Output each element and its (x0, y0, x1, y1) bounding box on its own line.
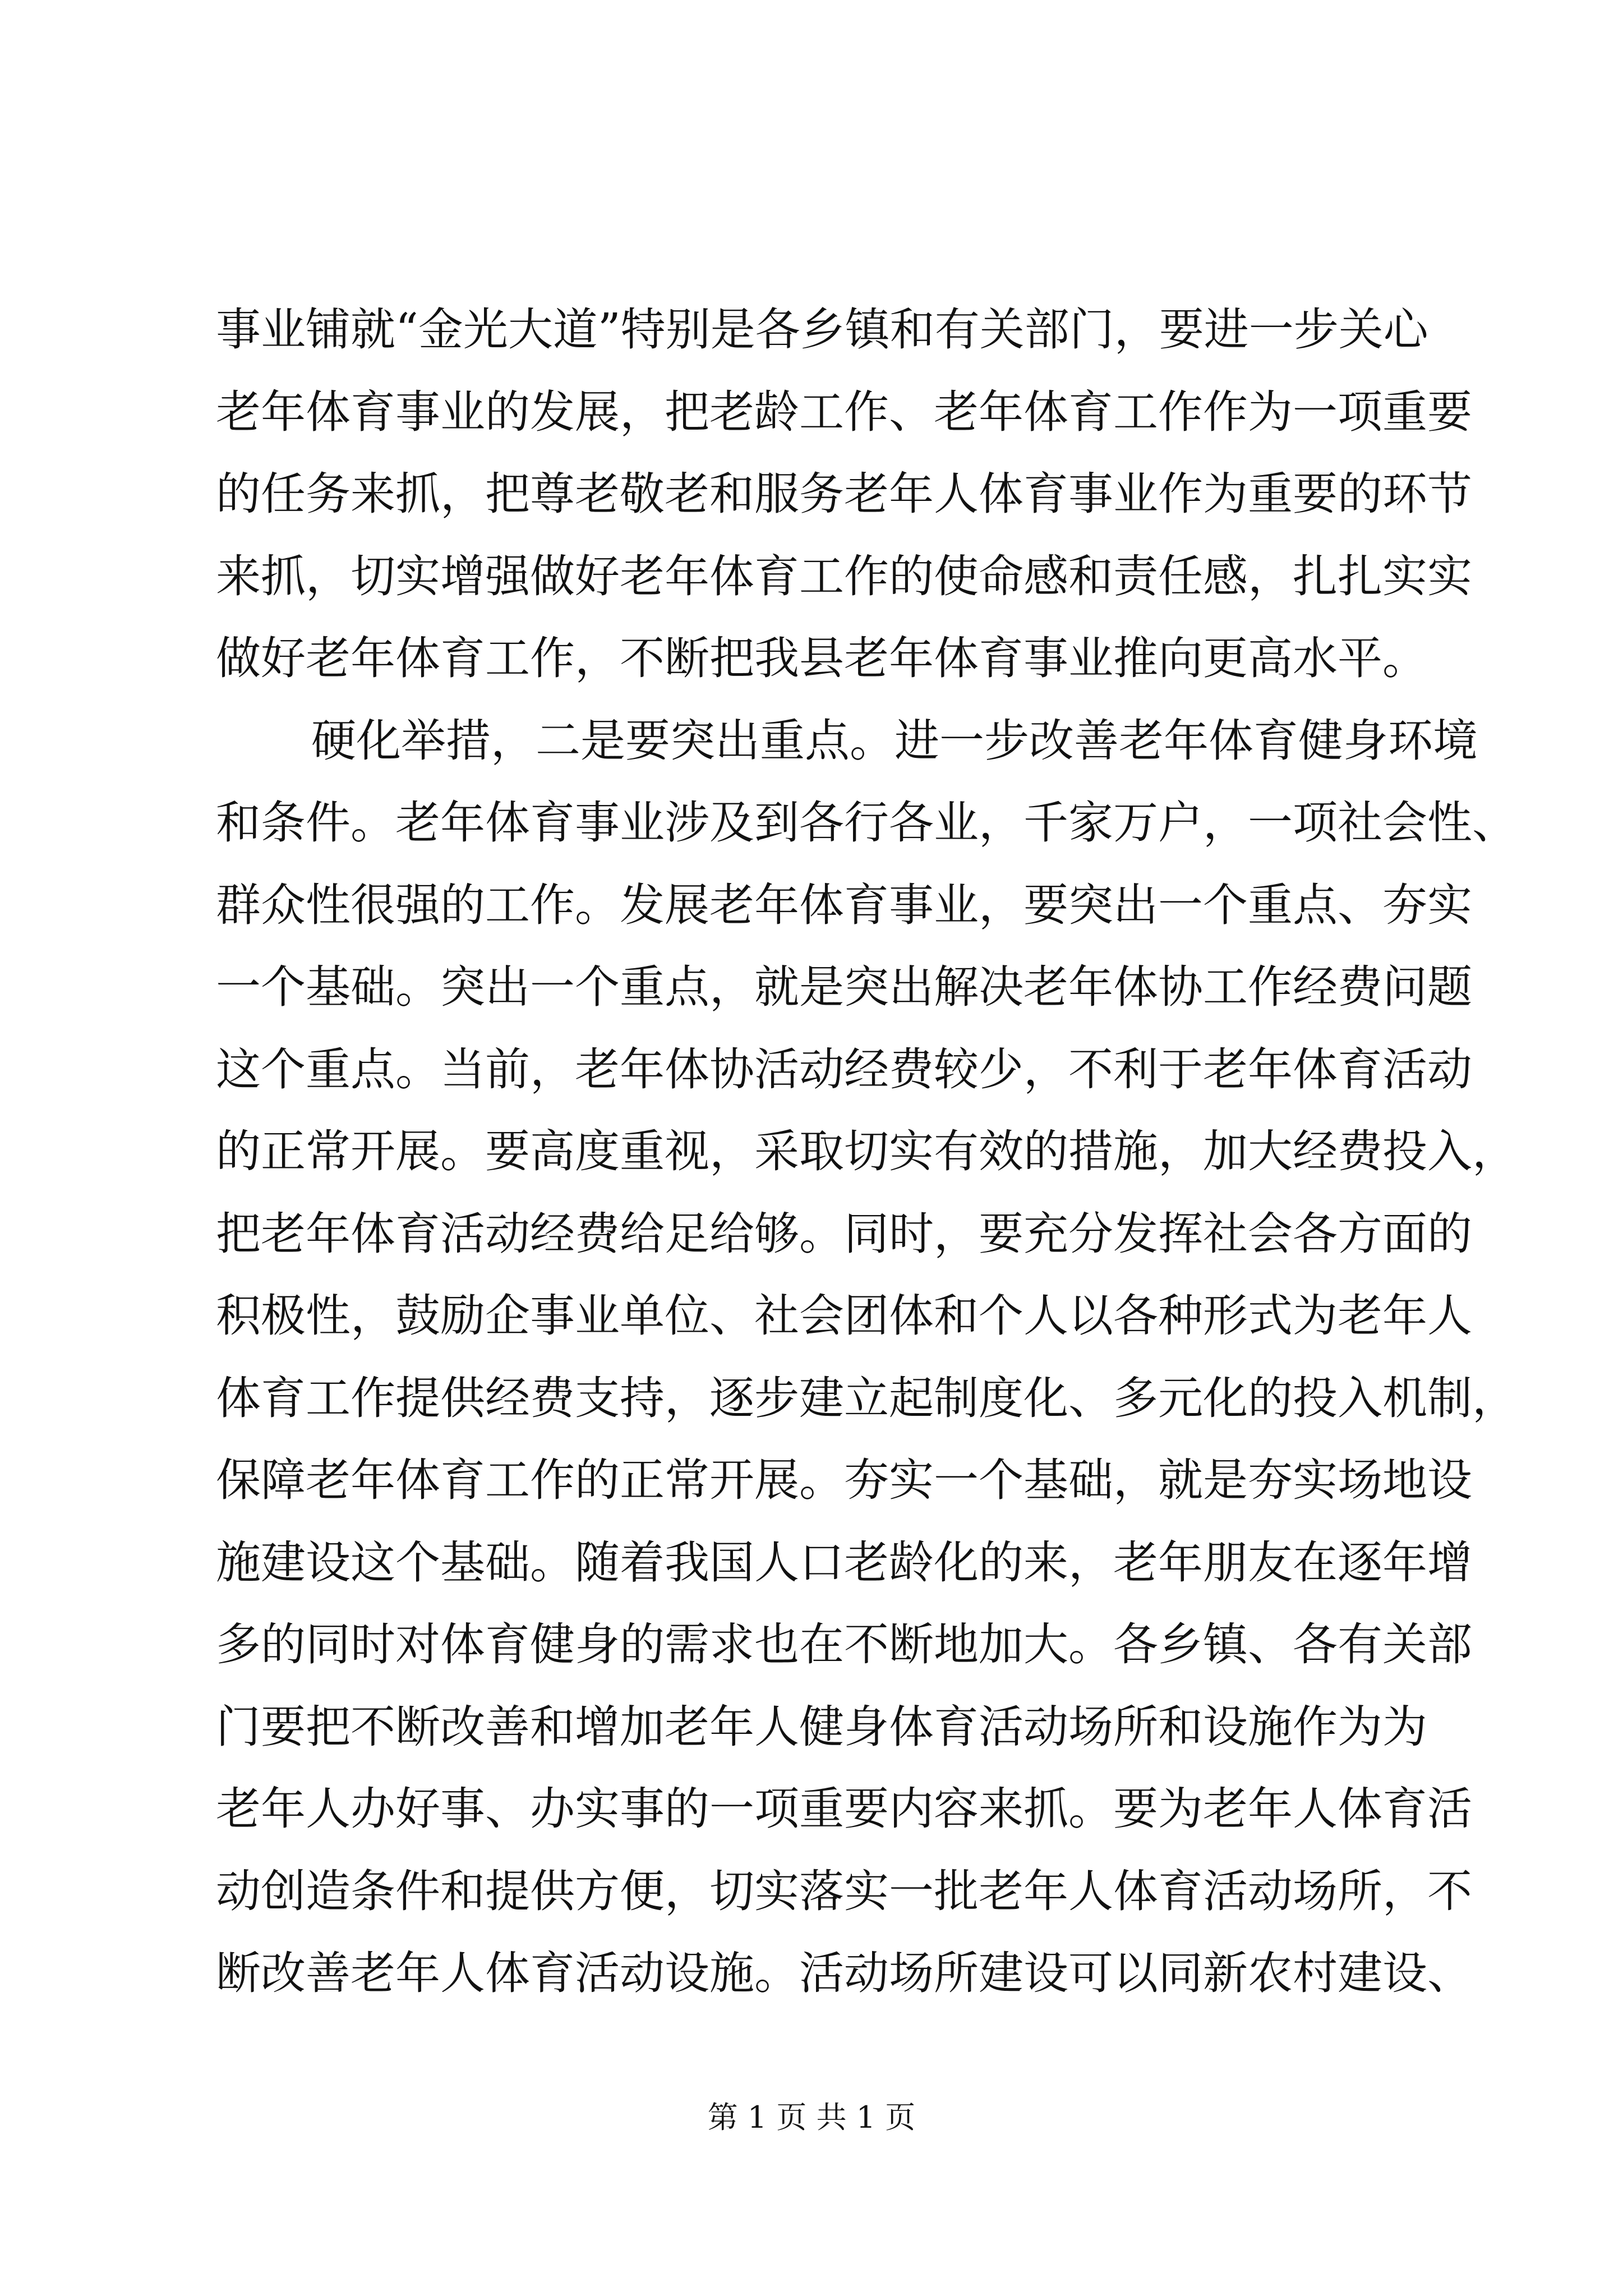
text-line: 的任务来抓，把尊老敬老和服务老年人体育事业作为重要的环节 (216, 468, 1472, 520)
text-line: 群众性很强的工作。发展老年体育事业，要突出一个重点、夯实 (216, 878, 1472, 931)
document-body (216, 289, 1517, 2015)
paragraph-1 (216, 289, 1472, 700)
text-line: 把老年体育活动经费给足给够。同时，要充分发挥社会各方面的 (216, 1207, 1472, 1260)
text-line: 积极性，鼓励企事业单位、社会团体和个人以各种形式为老年人 (216, 1290, 1472, 1342)
text-line: 和条件。老年体育事业涉及到各行各业，千家万户，一项社会性、 (216, 797, 1517, 849)
text-line: 这个重点。当前，老年体协活动经费较少，不利于老年体育活动 (216, 1043, 1472, 1096)
text-line: 老年体育事业的发展，把老龄工作、老年体育工作作为一项重要 (216, 385, 1472, 438)
text-line: 断改善老年人体育活动设施。活动场所建设可以同新农村建设、 (216, 1947, 1472, 1999)
text-line: 保障老年体育工作的正常开展。夯实一个基础，就是夯实场地设 (216, 1454, 1472, 1506)
text-line: 体育工作提供经费支持，逐步建立起制度化、多元化的投入机制， (216, 1372, 1517, 1424)
text-line: 一个基础。突出一个重点，就是突出解决老年体协工作经费问题 (216, 961, 1472, 1013)
text-line: 的正常开展。要高度重视，采取切实有效的措施，加大经费投入， (216, 1125, 1517, 1177)
page-footer (0, 2098, 1623, 2137)
text-line: 老年人办好事、办实事的一项重要内容来抓。要为老年人体育活 (216, 1783, 1472, 1835)
text-line: 来抓，切实增强做好老年体育工作的使命感和责任感，扎扎实实 (216, 550, 1472, 602)
text-line: 多的同时对体育健身的需求也在不断地加大。各乡镇、各有关部 (216, 1618, 1472, 1671)
text-line: 做好老年体育工作，不断把我县老年体育事业推向更高水平。 (216, 632, 1427, 684)
page-number-label: 第 1 页 共 1 页 (707, 2100, 916, 2135)
text-line: 硬化举措，二是要突出重点。进一步改善老年体育健身环境 (311, 714, 1478, 767)
text-line: 门要把不断改善和增加老年人健身体育活动场所和设施作为为 (216, 1700, 1427, 1753)
text-line: 事业铺就“金光大道”特别是各乡镇和有关部门，要进一步关心 (216, 303, 1428, 356)
text-line: 施建设这个基础。随着我国人口老龄化的来，老年朋友在逐年增 (216, 1536, 1472, 1589)
text-line: 动创造条件和提供方便，切实落实一批老年人体育活动场所，不 (216, 1865, 1472, 1917)
paragraph-2 (216, 700, 1517, 2015)
